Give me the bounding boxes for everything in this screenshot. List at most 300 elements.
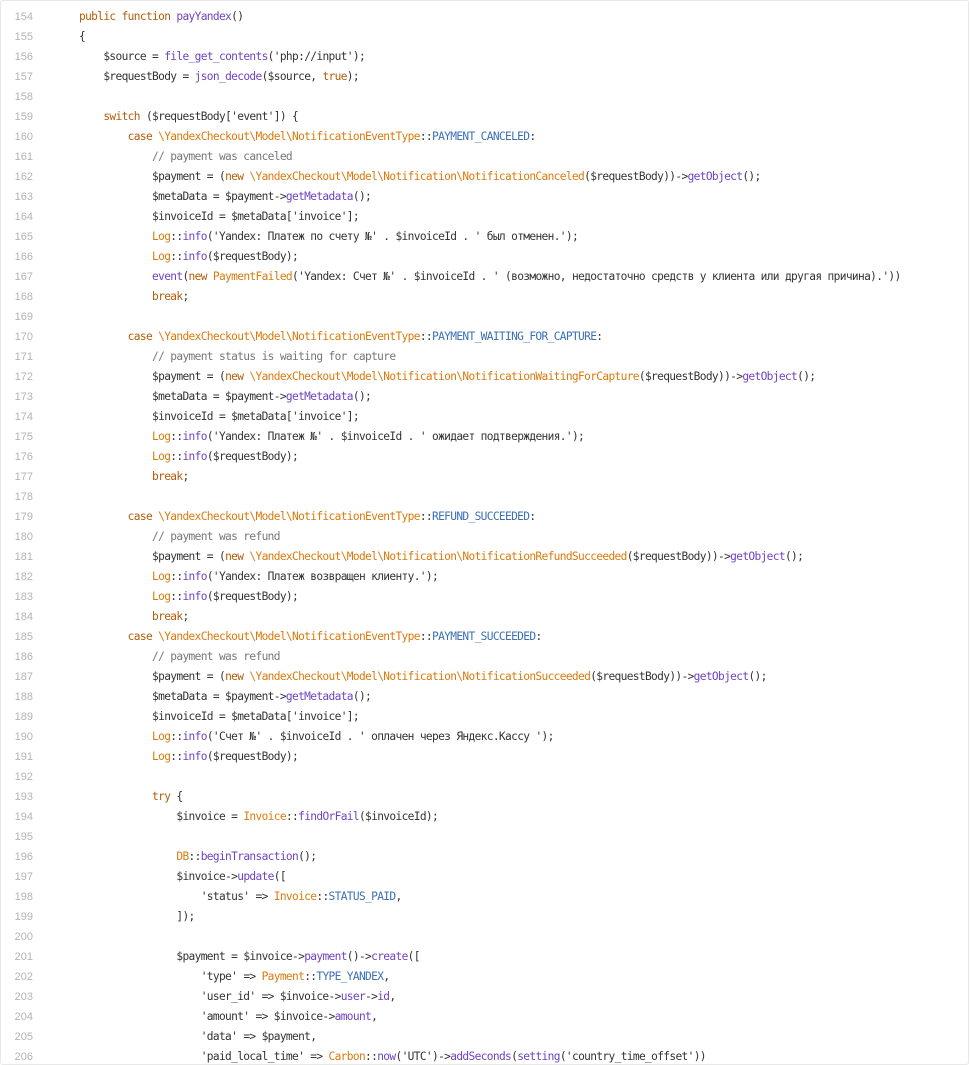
code-token: case xyxy=(79,130,159,143)
code-token: Log xyxy=(79,730,171,743)
code-token: = ( xyxy=(200,170,226,183)
code-line xyxy=(1,47,969,67)
code-token: \YandexCheckout\Model\NotificationEventType xyxy=(158,130,420,143)
code-line xyxy=(1,87,969,107)
code-token: ($requestBody))-> xyxy=(584,170,688,183)
code-token: ($requestBody); xyxy=(206,250,299,263)
code-token: (); xyxy=(352,690,372,703)
code-token: :: xyxy=(419,130,432,143)
line-number: 154 xyxy=(14,11,33,23)
code-token: DB xyxy=(79,850,189,863)
code-token: ); xyxy=(425,570,439,583)
line-number: 163 xyxy=(14,191,33,203)
code-token: => xyxy=(249,890,274,903)
code-token: $invoiceId xyxy=(79,710,213,723)
code-text xyxy=(79,847,316,867)
code-token: )) xyxy=(693,1050,706,1063)
code-token: info xyxy=(182,750,207,763)
code-token: 'status' xyxy=(79,890,250,903)
code-token: ( xyxy=(206,570,213,583)
line-number: 192 xyxy=(14,771,33,783)
code-token: ($requestBody); xyxy=(206,590,299,603)
line-number: 181 xyxy=(14,551,33,563)
code-line xyxy=(1,207,969,227)
code-line xyxy=(1,27,969,47)
code-token: now xyxy=(377,1050,396,1063)
code-token: ); xyxy=(541,730,554,743)
code-token: -> xyxy=(225,870,238,883)
line-number: 198 xyxy=(14,891,33,903)
code-text xyxy=(79,747,298,767)
code-token: ([ xyxy=(273,870,286,883)
code-text xyxy=(79,527,280,547)
line-number: 169 xyxy=(14,311,33,323)
code-token: = $metaData[ xyxy=(212,710,293,723)
code-token: ; xyxy=(182,610,189,623)
code-line xyxy=(1,847,969,867)
code-token: = xyxy=(145,50,165,63)
line-number: 187 xyxy=(14,671,33,683)
code-token: 'amount' xyxy=(79,1010,250,1023)
code-token: json_decode xyxy=(194,70,262,83)
code-text xyxy=(79,727,554,747)
code-token: Payment xyxy=(261,970,305,983)
code-line xyxy=(1,107,969,127)
code-token: PaymentFailed xyxy=(212,270,293,283)
code-token: (); xyxy=(298,850,317,863)
code-token: :: xyxy=(170,590,183,603)
code-token: payment xyxy=(304,950,347,963)
code-token: 'invoice' xyxy=(292,710,347,723)
code-token: $invoice xyxy=(79,810,226,823)
code-token: $metaData xyxy=(79,190,207,203)
code-token: ($invoiceId); xyxy=(358,810,439,823)
code-token: ([ xyxy=(407,950,420,963)
line-number: 170 xyxy=(14,331,33,343)
code-line xyxy=(1,647,969,667)
code-text xyxy=(79,127,535,147)
code-token: ); xyxy=(565,230,579,243)
code-token: 'php://input' xyxy=(273,50,353,63)
code-token: ($requestBody[ xyxy=(145,110,232,123)
code-line xyxy=(1,567,969,587)
code-token: create xyxy=(371,950,408,963)
code-token: :: xyxy=(170,450,183,463)
code-token: $invoice xyxy=(79,870,226,883)
code-token: // payment was refund xyxy=(79,650,280,663)
code-token: 'paid_local_time' xyxy=(79,1050,305,1063)
code-token: :: xyxy=(419,510,432,523)
code-token: $invoiceId xyxy=(79,410,213,423)
code-token: ' оплачен через Яндекс.Кассу ' xyxy=(358,730,542,743)
line-number: 185 xyxy=(14,631,33,643)
code-token: \YandexCheckout\Model\NotificationEventType xyxy=(158,630,420,643)
code-token: : xyxy=(529,510,536,523)
code-token: ( xyxy=(395,1050,402,1063)
code-token: :: xyxy=(170,570,183,583)
code-token: info xyxy=(182,250,207,263)
code-token: file_get_contents xyxy=(164,50,268,63)
line-number: 202 xyxy=(14,971,33,983)
code-token: getMetadata xyxy=(285,190,353,203)
line-number: 167 xyxy=(14,271,33,283)
code-line xyxy=(1,987,969,1007)
code-token: $payment xyxy=(79,950,226,963)
code-token: ]) { xyxy=(273,110,299,123)
code-token: STATUS_PAID xyxy=(328,890,396,903)
code-token: $payment xyxy=(79,170,201,183)
code-token: 'data' xyxy=(79,1030,238,1043)
code-line xyxy=(1,347,969,367)
code-token: new xyxy=(225,370,250,383)
code-line xyxy=(1,467,969,487)
line-number: 158 xyxy=(14,91,33,103)
code-line xyxy=(1,387,969,407)
code-token: :: xyxy=(419,330,432,343)
code-text xyxy=(79,1047,706,1065)
code-token: . $invoiceId . xyxy=(395,270,493,283)
code-token: try xyxy=(79,790,177,803)
line-number: 206 xyxy=(14,1051,33,1063)
line-number: 188 xyxy=(14,691,33,703)
code-token: 'country_time_offset' xyxy=(565,1050,694,1063)
code-text xyxy=(79,267,901,287)
code-token: ' (возможно, недостаточно средств у клиента или другая причина).' xyxy=(492,270,889,283)
code-token: $metaData xyxy=(79,390,207,403)
line-number: 200 xyxy=(14,931,33,943)
code-token: , xyxy=(371,1010,378,1023)
code-text xyxy=(79,1007,377,1027)
code-text xyxy=(79,407,359,427)
line-number: 180 xyxy=(14,531,33,543)
code-token: $payment xyxy=(79,550,201,563)
line-number: 184 xyxy=(14,611,33,623)
code-token: amount xyxy=(334,1010,372,1023)
code-token: ( xyxy=(206,430,213,443)
code-token: () xyxy=(231,10,244,23)
code-token: : xyxy=(535,630,542,643)
code-token: (); xyxy=(352,390,372,403)
code-token: :: xyxy=(170,730,183,743)
code-line xyxy=(1,1007,969,1027)
code-token: ' ожидает подтверждения.' xyxy=(419,430,572,443)
code-token: (); xyxy=(352,190,372,203)
code-token: $payment xyxy=(79,370,201,383)
code-token: Log xyxy=(79,750,171,763)
code-token: case xyxy=(79,510,159,523)
code-text xyxy=(79,147,292,167)
code-line xyxy=(1,967,969,987)
code-token: 'user_id' xyxy=(79,990,256,1003)
code-line xyxy=(1,447,969,467)
code-token: ; xyxy=(182,290,189,303)
line-number: 155 xyxy=(14,31,33,43)
code-token: Invoice xyxy=(273,890,317,903)
code-text xyxy=(79,687,371,707)
code-text xyxy=(79,507,535,527)
code-token: public function xyxy=(79,10,177,23)
line-number: 193 xyxy=(14,791,33,803)
code-token: = $payment-> xyxy=(206,690,286,703)
line-number: 166 xyxy=(14,251,33,263)
code-token: event xyxy=(79,270,183,283)
code-line xyxy=(1,727,969,747)
code-token: )) xyxy=(888,270,901,283)
code-text xyxy=(79,967,389,987)
code-token: Log xyxy=(79,430,171,443)
code-line xyxy=(1,67,969,87)
line-number: 179 xyxy=(14,511,33,523)
code-text xyxy=(79,607,189,627)
code-line xyxy=(1,1027,969,1047)
code-token: 'Счет №' xyxy=(212,730,262,743)
code-token: Carbon xyxy=(328,1050,366,1063)
code-token: :: xyxy=(285,810,299,823)
line-number: 165 xyxy=(14,231,33,243)
code-token: 'type' xyxy=(79,970,238,983)
code-line xyxy=(1,427,969,447)
code-token: update xyxy=(237,870,274,883)
code-token: info xyxy=(182,430,207,443)
code-token: . $invoiceId . xyxy=(261,730,359,743)
line-number: 157 xyxy=(14,71,33,83)
code-token: ' был отменен.' xyxy=(474,230,566,243)
code-token: Log xyxy=(79,250,171,263)
code-text xyxy=(79,627,542,647)
code-token: getObject xyxy=(693,670,749,683)
code-token: info xyxy=(182,570,207,583)
code-token: . $invoiceId . xyxy=(377,230,475,243)
code-text xyxy=(79,667,767,687)
code-text xyxy=(79,367,815,387)
code-token: ]); xyxy=(79,910,195,923)
line-number: 175 xyxy=(14,431,33,443)
code-token: getObject xyxy=(742,370,798,383)
code-text xyxy=(79,987,395,1007)
code-token: -> xyxy=(365,990,378,1003)
code-token: case xyxy=(79,330,159,343)
code-token: :: xyxy=(188,850,201,863)
code-text xyxy=(79,327,602,347)
code-token: id xyxy=(377,990,390,1003)
code-token: = xyxy=(176,70,195,83)
code-token: new xyxy=(225,550,250,563)
code-token: (); xyxy=(797,370,816,383)
line-number: 160 xyxy=(14,131,33,143)
line-number: 194 xyxy=(14,811,33,823)
code-token: ($source, xyxy=(261,70,323,83)
line-number: 177 xyxy=(14,471,33,483)
code-token: new xyxy=(225,670,250,683)
code-text xyxy=(79,107,298,127)
code-text xyxy=(79,647,280,667)
code-token: :: xyxy=(170,250,183,263)
code-token: \YandexCheckout\Model\Notification\NotificationCanceled xyxy=(249,170,585,183)
code-token: REFUND_SUCCEEDED xyxy=(431,510,530,523)
code-text xyxy=(79,447,298,467)
line-number: 195 xyxy=(14,831,33,843)
code-token: ( xyxy=(182,270,189,283)
line-number: 204 xyxy=(14,1011,33,1023)
code-token: break xyxy=(79,610,183,623)
code-token: new xyxy=(225,170,250,183)
code-text xyxy=(79,7,243,27)
code-token: , xyxy=(389,990,396,1003)
code-token: :: xyxy=(170,230,183,243)
code-token: ($requestBody))-> xyxy=(590,670,694,683)
code-token: = $metaData[ xyxy=(212,210,293,223)
code-token: true xyxy=(322,70,347,83)
code-token: = ( xyxy=(200,370,226,383)
code-token: findOrFail xyxy=(298,810,359,823)
code-token: PAYMENT_SUCCEEDED xyxy=(431,630,536,643)
line-number: 201 xyxy=(14,951,33,963)
code-token: Log xyxy=(79,590,171,603)
line-number: 168 xyxy=(14,291,33,303)
code-line xyxy=(1,7,969,27)
code-line xyxy=(1,367,969,387)
code-token: ()-> xyxy=(346,950,372,963)
code-text xyxy=(79,227,578,247)
code-token: $invoiceId xyxy=(79,210,213,223)
code-token: , xyxy=(383,970,390,983)
code-token: :: xyxy=(419,630,432,643)
line-number: 191 xyxy=(14,751,33,763)
code-token: = $invoice-> xyxy=(225,950,305,963)
line-number: 172 xyxy=(14,371,33,383)
code-token: break xyxy=(79,470,183,483)
code-line xyxy=(1,947,969,967)
code-token: ( xyxy=(206,230,213,243)
code-line xyxy=(1,667,969,687)
code-token: { xyxy=(79,30,86,43)
line-number: 159 xyxy=(14,111,33,123)
code-text xyxy=(79,47,365,67)
code-token: case xyxy=(79,630,159,643)
code-token: = $metaData[ xyxy=(212,410,293,423)
code-token: ]; xyxy=(346,210,359,223)
code-token: :: xyxy=(365,1050,378,1063)
line-number: 174 xyxy=(14,411,33,423)
code-text xyxy=(79,547,803,567)
code-text xyxy=(79,67,359,87)
code-line xyxy=(1,687,969,707)
code-line xyxy=(1,187,969,207)
code-text xyxy=(79,467,189,487)
code-text xyxy=(79,1027,316,1047)
line-number: 173 xyxy=(14,391,33,403)
code-token: (); xyxy=(748,670,767,683)
code-token: getObject xyxy=(687,170,743,183)
code-token: new xyxy=(188,270,213,283)
code-text xyxy=(79,247,298,267)
code-token: :: xyxy=(304,970,317,983)
code-token: :: xyxy=(170,430,183,443)
line-number: 197 xyxy=(14,871,33,883)
line-number: 171 xyxy=(14,351,33,363)
code-line xyxy=(1,707,969,727)
code-text xyxy=(79,427,584,447)
code-line xyxy=(1,767,969,787)
code-token: addSeconds xyxy=(450,1050,512,1063)
code-token: getMetadata xyxy=(285,690,353,703)
code-token: Invoice xyxy=(243,810,286,823)
code-token: $source xyxy=(79,50,146,63)
code-text xyxy=(79,947,420,967)
code-line xyxy=(1,807,969,827)
line-number: 161 xyxy=(14,151,33,163)
code-token: getObject xyxy=(730,550,785,563)
code-token: :: xyxy=(170,750,183,763)
line-number: 162 xyxy=(14,171,33,183)
code-token: ); xyxy=(346,70,359,83)
code-token: 'invoice' xyxy=(292,410,347,423)
line-number: 176 xyxy=(14,451,33,463)
line-number: 205 xyxy=(14,1031,33,1043)
code-token: ( xyxy=(267,50,274,63)
code-line xyxy=(1,407,969,427)
code-line xyxy=(1,527,969,547)
code-line xyxy=(1,907,969,927)
code-token: 'Yandex: Платеж №' xyxy=(212,430,323,443)
code-token: 'Yandex: Счет №' xyxy=(298,270,396,283)
code-line xyxy=(1,307,969,327)
code-token: = xyxy=(225,810,244,823)
code-token: PAYMENT_WAITING_FOR_CAPTURE xyxy=(431,330,597,343)
code-token: \YandexCheckout\Model\NotificationEventType xyxy=(158,330,420,343)
code-token: getMetadata xyxy=(285,390,353,403)
code-token: Log xyxy=(79,450,171,463)
code-text xyxy=(79,207,359,227)
code-line xyxy=(1,1047,969,1065)
code-text xyxy=(79,567,438,587)
code-line xyxy=(1,507,969,527)
code-token: $requestBody xyxy=(79,70,177,83)
line-number: 199 xyxy=(14,911,33,923)
code-token: ); xyxy=(352,50,366,63)
code-token: \YandexCheckout\Model\Notification\NotificationRefundSucceeded xyxy=(249,550,627,563)
code-line xyxy=(1,887,969,907)
code-line xyxy=(1,827,969,847)
code-token: Log xyxy=(79,230,171,243)
code-line xyxy=(1,607,969,627)
code-text xyxy=(79,27,85,47)
code-line xyxy=(1,267,969,287)
code-token: beginTransaction xyxy=(200,850,299,863)
code-text xyxy=(79,387,371,407)
code-line xyxy=(1,927,969,947)
code-token: => xyxy=(237,970,262,983)
code-token: ( xyxy=(559,1050,566,1063)
code-token: Log xyxy=(79,570,171,583)
code-token: $payment xyxy=(79,670,201,683)
code-line xyxy=(1,167,969,187)
code-token: ; xyxy=(182,470,189,483)
code-token: ($requestBody); xyxy=(206,750,299,763)
code-token: \YandexCheckout\Model\NotificationEventType xyxy=(158,510,420,523)
code-line xyxy=(1,147,969,167)
code-token: // payment was refund xyxy=(79,530,280,543)
code-token: 'UTC' xyxy=(401,1050,432,1063)
code-token: \YandexCheckout\Model\Notification\NotificationWaitingForCapture xyxy=(249,370,639,383)
code-token: $metaData xyxy=(79,690,207,703)
code-line xyxy=(1,487,969,507)
code-token: PAYMENT_CANCELED xyxy=(431,130,530,143)
code-token: . $invoiceId . xyxy=(322,430,420,443)
code-token: ]; xyxy=(346,410,359,423)
line-number: 183 xyxy=(14,591,33,603)
code-line xyxy=(1,247,969,267)
